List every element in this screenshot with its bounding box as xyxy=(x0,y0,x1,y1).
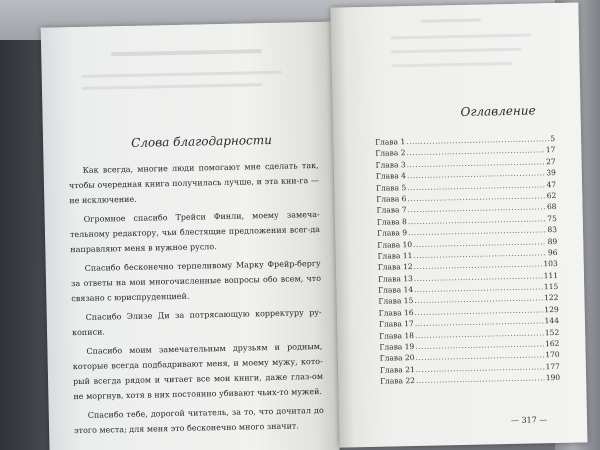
toc-page-number: 89 xyxy=(547,236,558,246)
toc-chapter-label: Глава 21 xyxy=(379,364,415,375)
paragraph: Как всегда, многие люди помогают мне сделать так, чтобы очередная книга получилась лучше, и эта кни-га — не исключение. xyxy=(68,160,320,206)
toc-page-number: 62 xyxy=(546,190,557,201)
paragraph: Спасибо тебе, дорогой читатель, за то, что дочитал до этого места; для меня это бесконечно много значит. xyxy=(74,405,324,436)
toc-page-number: 5 xyxy=(550,134,556,144)
toc-page-number: 144 xyxy=(544,316,560,326)
table-of-contents xyxy=(375,133,560,387)
show-through-text xyxy=(421,19,481,23)
toc-page-number: 83 xyxy=(547,225,558,235)
show-through-text xyxy=(82,71,282,78)
toc-chapter-label: Глава 9 xyxy=(376,228,408,238)
toc-page-number: 170 xyxy=(545,350,560,360)
page-number: — 317 — xyxy=(510,415,548,425)
right-page xyxy=(330,2,587,447)
toc-chapter-label: Глава 16 xyxy=(378,307,414,318)
toc-page-number: 111 xyxy=(543,270,559,280)
show-through-text xyxy=(392,62,512,68)
paragraph: Спасибо Элизе Ди за потрясающую корректуру ру-кописи. xyxy=(71,307,322,338)
toc-chapter-label: Глава 2 xyxy=(375,148,406,159)
toc-page-number: 39 xyxy=(546,168,556,178)
toc-chapter-label: Глава 18 xyxy=(379,330,415,341)
toc-page-number: 75 xyxy=(547,213,557,223)
toc-chapter-label: Глава 4 xyxy=(375,171,407,181)
paragraph: Спасибо бесконечно терпеливому Марку Фрейр-бергу за ответы на мои многочисленные вопросы обо всем, что связано с юриспруденцией. xyxy=(70,258,322,304)
table-of-contents-title: Оглавление xyxy=(460,103,536,119)
toc-chapter-label: Глава 6 xyxy=(376,194,407,204)
toc-chapter-label: Глава 17 xyxy=(378,319,414,329)
toc-page-number: 190 xyxy=(545,373,561,383)
toc-chapter-label: Глава 3 xyxy=(375,159,406,170)
toc-chapter-label: Глава 8 xyxy=(376,216,407,227)
toc-chapter-label: Глава 14 xyxy=(378,285,414,295)
toc-chapter-label: Глава 7 xyxy=(376,205,407,216)
toc-chapter-label: Глава 13 xyxy=(377,273,413,284)
toc-page-number: 177 xyxy=(545,361,560,372)
acknowledgements-title: Слова благодарности xyxy=(130,132,273,150)
toc-chapter-label: Глава 5 xyxy=(376,182,407,193)
paragraph: Огромное спасибо Трейси Финли, моему замеча-тельному редактору, чьи блестящие предложения всег-да направляют меня в нужное русло. xyxy=(69,209,321,255)
toc-chapter-label: Глава 22 xyxy=(380,376,416,386)
toc-chapter-label: Глава 12 xyxy=(377,262,413,273)
toc-chapter-label: Глава 10 xyxy=(377,239,413,250)
toc-page-number: 96 xyxy=(547,247,558,258)
toc-chapter-label: Глава 20 xyxy=(379,353,415,364)
acknowledgements-body xyxy=(69,158,325,442)
toc-page-number: 17 xyxy=(545,145,556,155)
toc-entry xyxy=(380,372,560,387)
toc-page-number: 162 xyxy=(544,338,560,349)
open-book xyxy=(40,0,590,450)
toc-page-number: 122 xyxy=(544,293,559,303)
toc-page-number: 68 xyxy=(546,202,557,212)
toc-page-number: 47 xyxy=(546,179,557,189)
toc-page-number: 115 xyxy=(543,282,559,292)
show-through-text xyxy=(391,33,531,39)
toc-leader-dots xyxy=(416,372,545,386)
show-through-text xyxy=(82,83,262,90)
left-page xyxy=(41,22,340,450)
toc-chapter-label: Глава 19 xyxy=(379,342,415,352)
toc-chapter-label: Глава 1 xyxy=(375,137,406,147)
show-through-text xyxy=(391,48,521,54)
toc-page-number: 152 xyxy=(544,327,560,337)
toc-chapter-label: Глава 11 xyxy=(377,250,413,261)
toc-chapter-label: Глава 15 xyxy=(378,296,414,307)
toc-page-number: 129 xyxy=(544,304,559,315)
toc-page-number: 27 xyxy=(545,156,556,166)
show-through-text xyxy=(111,49,261,56)
toc-page-number: 103 xyxy=(543,259,558,269)
paragraph: Спасибо моим замечательным друзьям и родным, которые всегда подбадривают меня, и моему мужу, кото-рый всегда рядом и читает все мои книги, даже глаз-ом не моргнув, хотя в них постоянно убивают чьих-то мужей. xyxy=(72,341,324,402)
